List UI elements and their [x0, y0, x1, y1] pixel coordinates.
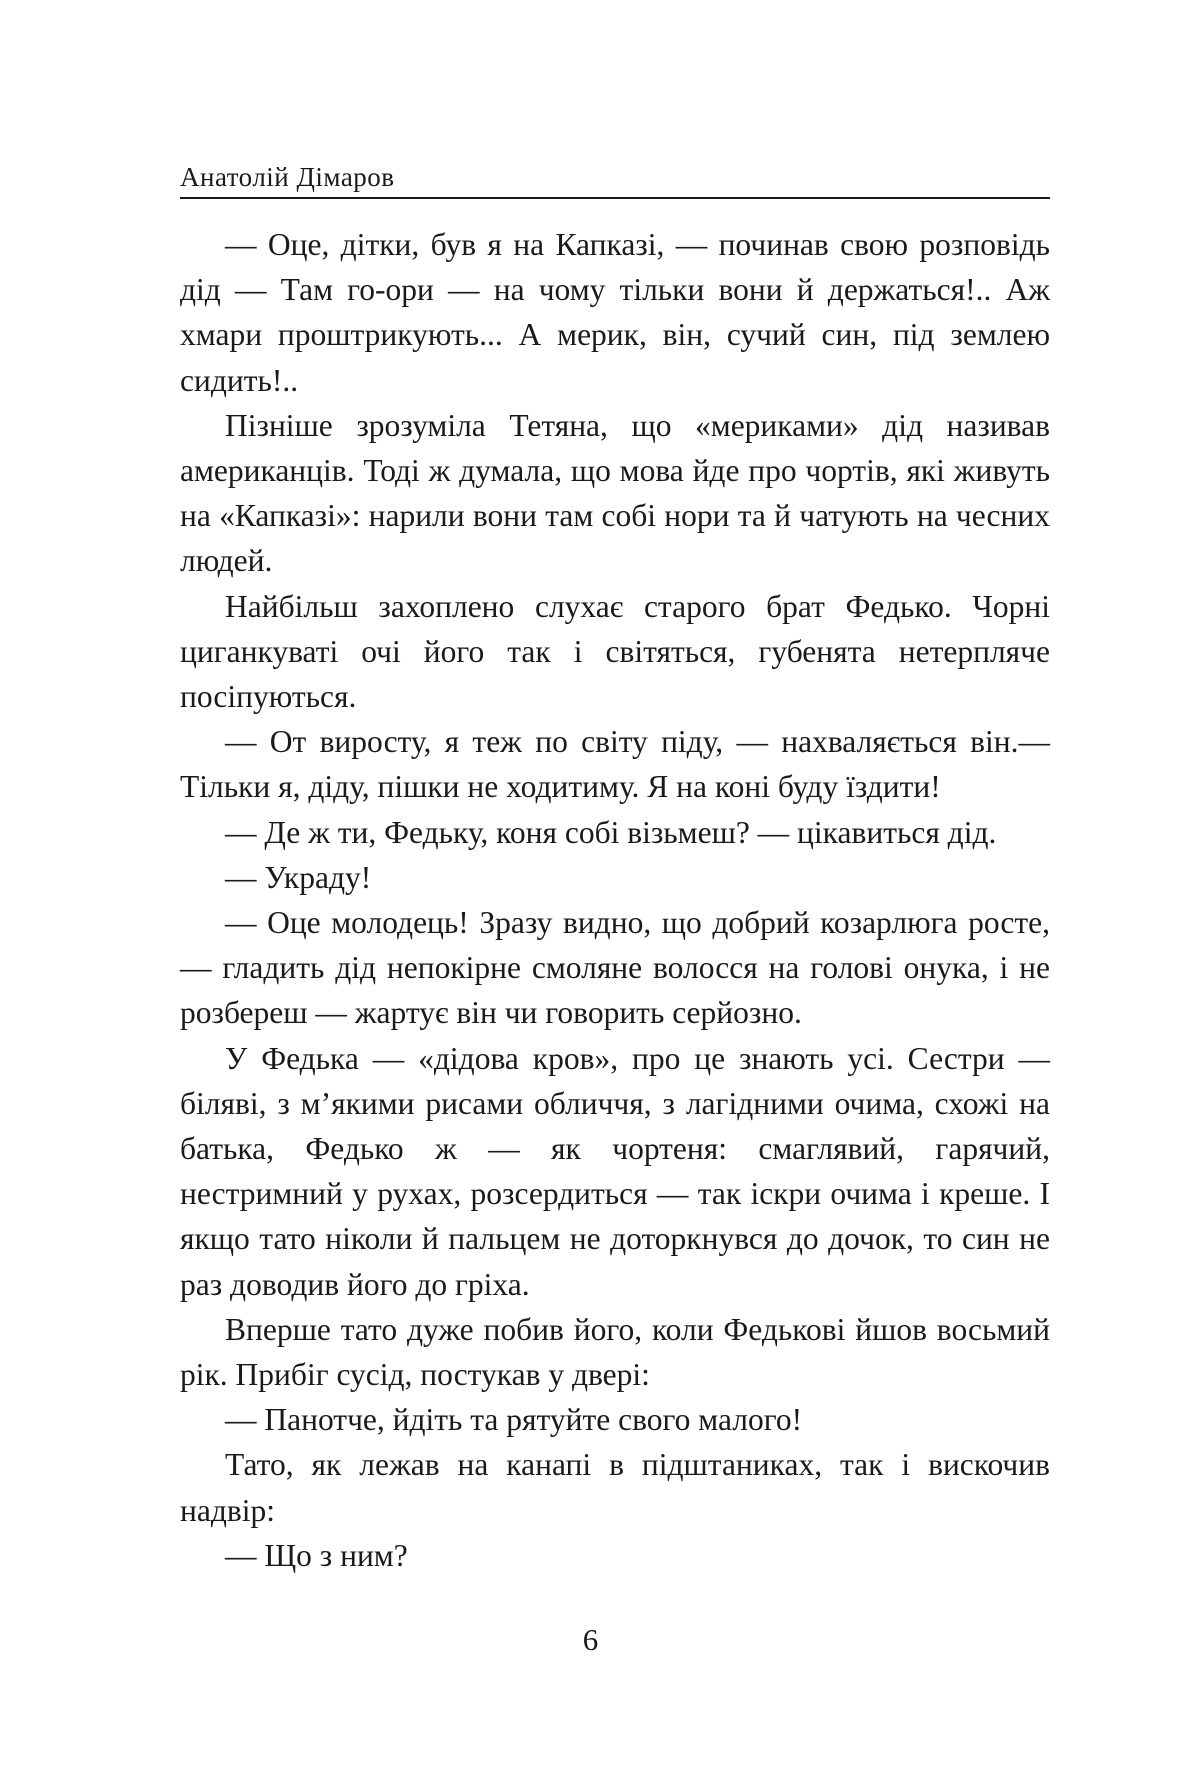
- page-number: 6: [582, 1622, 599, 1657]
- paragraph: — Украду!: [225, 859, 372, 895]
- paragraph: Пізніше зрозуміла Тетяна, що «мериками» дід називав американців. Тоді ж думала, що мова йде про чортів, які живуть на «Капказі»: нарили вони там собі нори та й чатують на чесних людей.: [180, 407, 1050, 579]
- paragraph: — От виросту, я теж по світу піду, — нахваляється він.— Тільки я, діду, пішки не ходитиму. Я на коні буду їздити!: [180, 724, 1050, 805]
- body-text: [180, 222, 1050, 1578]
- paragraph: — Панотче, йдіть та рятуйте свого малого!: [225, 1402, 803, 1438]
- paragraph: У Федька — «дідова кров», про це знають усі. Сестри — біляві, з м’якими рисами обличчя, з лагідними очима, схожі на батька, Федько ж — як чортеня: смаглявий, гарячий, нестримний у рухах, розсердиться — так іскри очима і креше. І якщо тато ніколи й пальцем не доторкнувся до дочок, то син не раз доводив його до гріха.: [180, 1040, 1050, 1302]
- paragraph: — Оце молодець! Зразу видно, що добрий козарлюга росте, — гладить дід непокірне смоляне волосся на голові онука, і не розбереш — жартує він чи говорить серйозно.: [180, 905, 1050, 1031]
- running-head-author: Анатолій Дімаров: [180, 162, 395, 192]
- paragraph: Найбільш захоплено слухає старого брат Федько. Чорні циганкуваті очі його так і світяться, губенята нетерпляче посіпуються.: [180, 588, 1050, 715]
- paragraph: — Де ж ти, Федьку, коня собі візьмеш? — цікавиться дід.: [225, 814, 997, 850]
- paragraph: — Оце, дітки, був я на Капказі, — починав свою розповідь дід — Там го-ори — на чому тільки вони й держаться!.. Аж хмари проштрикують... А мерик, він, сучий син, під землею сидить!..: [180, 227, 1050, 398]
- header-rule: [180, 197, 1050, 199]
- paragraph: Тато, як лежав на канапі в підштаниках, так і вискочив надвір:: [180, 1447, 1050, 1528]
- paragraph: Вперше тато дуже побив його, коли Федькові йшов восьмий рік. Прибіг сусід, постукав у двері:: [180, 1311, 1050, 1393]
- paragraph: — Що з ним?: [225, 1537, 408, 1573]
